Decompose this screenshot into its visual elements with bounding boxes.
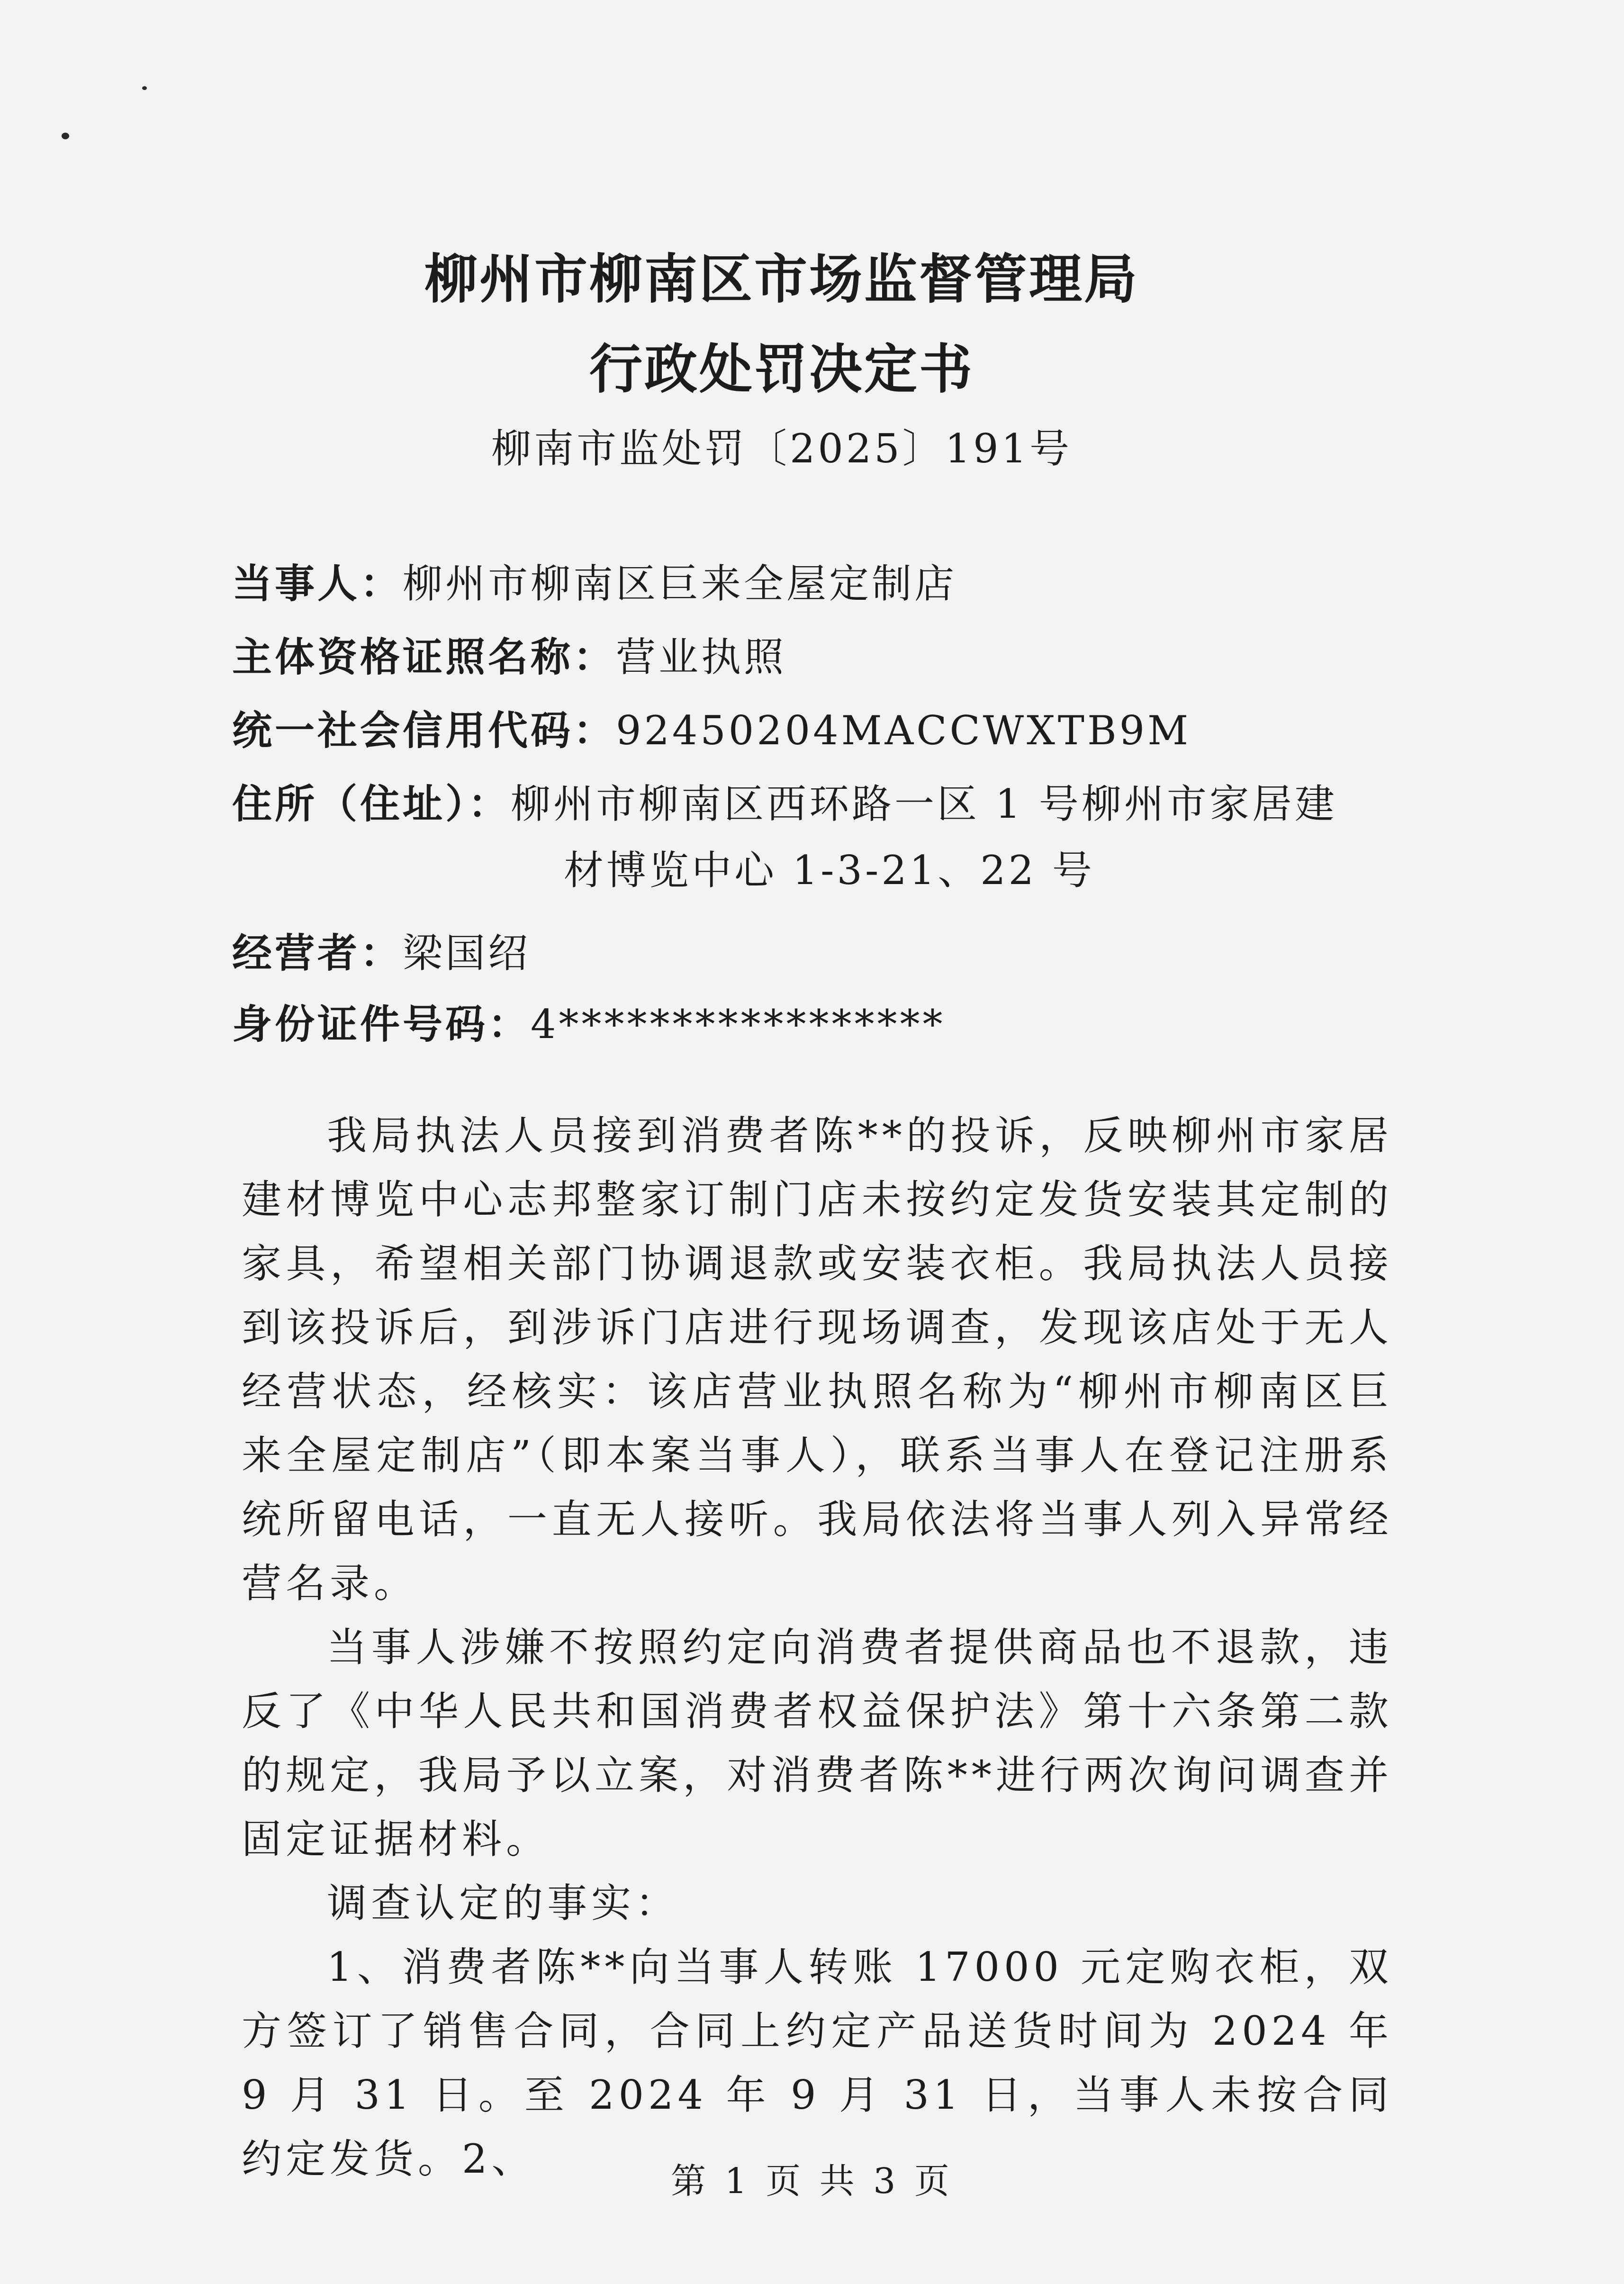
field-license-name — [232, 625, 786, 683]
paragraph-facts-heading: 调查认定的事实： — [327, 1880, 680, 1926]
field-label: 当事人： — [232, 560, 403, 607]
field-label: 统一社会信用代码： — [232, 707, 616, 754]
scan-speck — [142, 86, 147, 90]
field-label: 身份证件号码： — [232, 1001, 531, 1047]
field-value: 柳州市柳南区巨来全屋定制店 — [403, 560, 957, 607]
paragraph-case-filing: 当事人涉嫌不按照约定向消费者提供商品也不退款，违反了《中华人民共和国消费者权益保护法》第十六条第二款的规定，我局予以立案，对消费者陈**进行两次询问调查并固定证据材料。 — [242, 1624, 1393, 1862]
field-id-number — [232, 993, 945, 1050]
page-footer: 第 1 页 共 3 页 — [671, 2161, 953, 2202]
document-title-line-2: 行政处罚决定书 — [589, 339, 974, 400]
field-value: 92450204MACCWXTB9M — [616, 707, 1191, 754]
field-value: 柳州市柳南区西环路一区 1 号柳州市家居建 — [511, 781, 1337, 827]
field-operator — [232, 921, 531, 979]
paragraph-complaint: 我局执法人员接到消费者陈**的投诉，反映柳州市家居建材博览中心志邦整家订制门店未按约定发货安装其定制的家具，希望相关部门协调退款或安装衣柜。我局执法人员接到该投诉后，到涉诉门店进行现场调查，发现该店处于无人经营状态，经核实：该店营业执照名称为“柳州市柳南区巨来全屋定制店”（即本案当事人），联系当事人在登记注册系统所留电话，一直无人接听。我局依法将当事人列入异常经营名录。 — [242, 1112, 1393, 1607]
scan-speck — [62, 133, 69, 139]
field-value: 营业执照 — [616, 634, 787, 680]
field-credit-code — [232, 699, 1191, 756]
document-number: 柳南市监处罚〔2025〕191号 — [491, 425, 1073, 472]
field-label: 主体资格证照名称： — [232, 634, 616, 680]
field-label: 经营者： — [232, 930, 403, 976]
field-label: 住所（住址）： — [232, 781, 511, 827]
paragraph-fact-1: 1、消费者陈**向当事人转账 17000 元定购衣柜，双方签订了销售合同，合同上约定产品送货时间为 2024 年 9 月 31 日。至 2024 年 9 月 31 日，当事人未按合同约定发货。2、 — [242, 1944, 1393, 2182]
field-party — [232, 552, 957, 609]
document-title-line-1: 柳州市柳南区市场监督管理局 — [424, 249, 1139, 310]
field-value: 梁国绍 — [403, 930, 531, 976]
field-value: 4***************** — [531, 1001, 946, 1047]
field-address-continuation: 材博览中心 1-3-21、22 号 — [564, 847, 1095, 894]
field-address — [232, 772, 1337, 830]
